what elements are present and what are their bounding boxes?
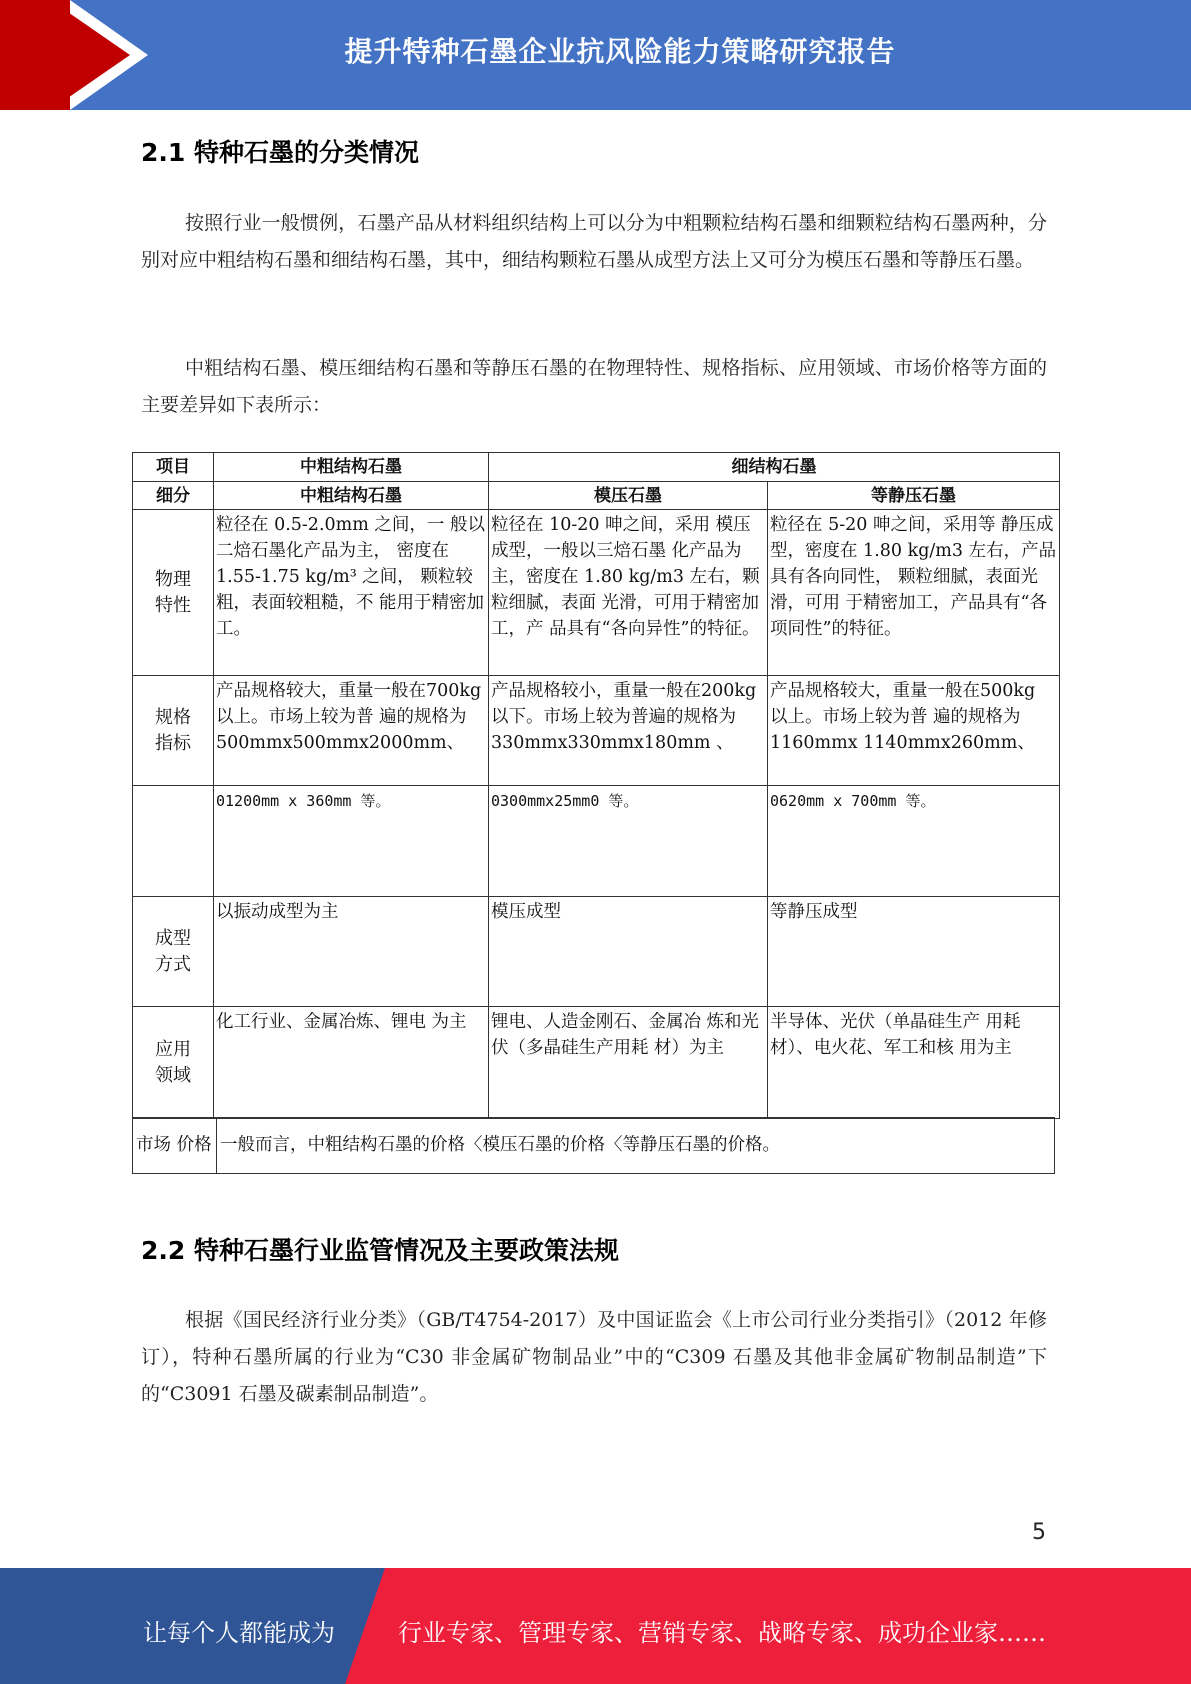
section1-paragraph-1: 按照行业一般惯例，石墨产品从材料组织结构上可以分为中粗颗粒结构石墨和细颗粒结构石墨两种，分别对应中粗结构石墨和细结构石墨，其中，细结构颗粒石墨从成型方法上又可分为模压石墨和等静压石墨。 xyxy=(141,212,1047,271)
table-row xyxy=(133,786,1060,897)
footer-slogan-left: 让每个人都能成为 xyxy=(143,1619,335,1647)
table-row xyxy=(133,1007,1060,1119)
section-heading-2-2: 2.2 特种石墨行业监管情况及主要政策法规 xyxy=(141,1236,619,1265)
cell-forming-coarse: 以振动成型为主 xyxy=(214,897,489,1007)
cell-spec2-coarse: 01200mm x 360mm 等。 xyxy=(214,786,489,897)
cell-application-coarse: 化工行业、金属冶炼、锂电 为主 xyxy=(214,1007,489,1119)
row-label-forming: 成型 方式 xyxy=(133,897,214,1007)
table-subheader-row xyxy=(133,482,1060,510)
header-sub-iso: 等静压石墨 xyxy=(768,482,1060,510)
table-header-row xyxy=(133,453,1060,482)
report-title: 提升特种石墨企业抗风险能力策略研究报告 xyxy=(344,35,896,68)
page-header xyxy=(0,0,1191,110)
cell-spec-mold: 产品规格较小，重量一般在200kg 以下。市场上较为普遍的规格为330mmx330mmx180mm 、 xyxy=(489,676,768,786)
row-label-price: 市场 价格 xyxy=(133,1118,217,1174)
table-row xyxy=(133,510,1060,676)
section1-paragraph-2: 中粗结构石墨、模压细结构石墨和等静压石墨的在物理特性、规格指标、应用领域、市场价格等方面的主要差异如下表所示： xyxy=(141,357,1047,416)
header-sub-coarse: 中粗结构石墨 xyxy=(214,482,489,510)
table-row xyxy=(133,897,1060,1007)
section-heading-2-1: 2.1 特种石墨的分类情况 xyxy=(141,138,419,167)
cell-physical-mold: 粒径在 10-20 呻之间，采用 模压成型，一般以三焙石墨 化产品为主，密度在 1.80 kg/m3 左右，颗粒细腻，表面 光滑，可用于精密加工，产 品具有“各向异性”的特征。 xyxy=(489,510,768,676)
page-number: 5 xyxy=(1032,1520,1046,1545)
cell-application-mold: 锂电、人造金刚石、金属冶 炼和光伏（多晶硅生产用耗 材）为主 xyxy=(489,1007,768,1119)
row-label-spec-cont xyxy=(133,786,214,897)
row-label-spec: 规格 指标 xyxy=(133,676,214,786)
header-chevron xyxy=(62,8,130,102)
header-item: 项目 xyxy=(133,453,214,482)
cell-spec2-mold: 0300mmx25mm0 等。 xyxy=(489,786,768,897)
header-sub-mold: 模压石墨 xyxy=(489,482,768,510)
cell-spec-iso: 产品规格较大，重量一般在500kg 以上。市场上较为普 遍的规格为 1160mmx 1140mmx260mm、 xyxy=(768,676,1060,786)
cell-spec2-iso: 0620mm x 700mm 等。 xyxy=(768,786,1060,897)
cell-spec-coarse: 产品规格较大，重量一般在700kg 以上。市场上较为普 遍的规格为500mmx500mmx2000mm、 xyxy=(214,676,489,786)
cell-physical-iso: 粒径在 5-20 呻之间，采用等 静压成型，密度在 1.80 kg/m3 左右，产品具有各向同性， 颗粒细腻，表面光滑，可用 于精密加工，产品具有“各 项同性”的特征。 xyxy=(768,510,1060,676)
header-red-block xyxy=(0,0,70,110)
row-label-physical: 物理 特性 xyxy=(133,510,214,676)
comparison-table xyxy=(132,452,1060,1119)
cell-forming-iso: 等静压成型 xyxy=(768,897,1060,1007)
table-row xyxy=(133,676,1060,786)
price-table xyxy=(132,1117,1055,1174)
row-label-application: 应用 领域 xyxy=(133,1007,214,1119)
footer-slogan-right: 行业专家、管理专家、营销专家、战略专家、成功企业家…… xyxy=(398,1619,1046,1647)
header-coarse: 中粗结构石墨 xyxy=(214,453,489,482)
cell-forming-mold: 模压成型 xyxy=(489,897,768,1007)
cell-application-iso: 半导体、光伏（单晶硅生产 用耗材）、电火花、军工和核 用为主 xyxy=(768,1007,1060,1119)
header-sub: 细分 xyxy=(133,482,214,510)
section2-paragraph: 根据《国民经济行业分类》（GB/T4754-2017）及中国证监会《上市公司行业分类指引》（2012 年修订），特种石墨所属的行业为“C30 非金属矿物制品业”中的“C309 石墨及其他非金属矿物制品制造”下的“C3091 石墨及碳素制品制造”。 xyxy=(141,1309,1047,1405)
cell-price: 一般而言，中粗结构石墨的价格〈模压石墨的价格〈等静压石墨的价格。 xyxy=(217,1118,1055,1174)
table-row xyxy=(133,1118,1055,1174)
cell-physical-coarse: 粒径在 0.5-2.0mm 之间，一 般以二焙石墨化产品为主， 密度在 1.55-1.75 kg/m³ 之间， 颗粒较粗，表面较粗糙，不 能用于精密加工。 xyxy=(214,510,489,676)
header-fine: 细结构石墨 xyxy=(489,453,1060,482)
